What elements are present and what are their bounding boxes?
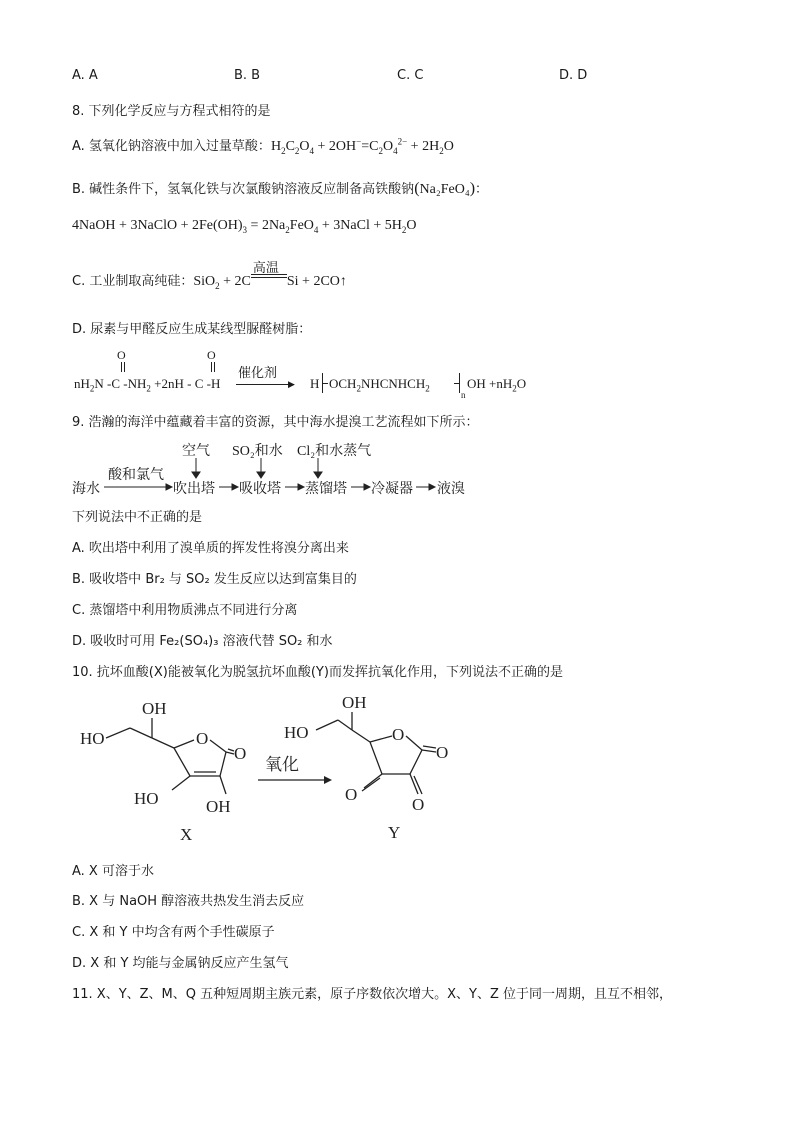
q9-option-a: A. 吹出塔中利用了溴单质的挥发性将溴分离出来	[72, 541, 349, 556]
label-y: Y	[388, 823, 401, 842]
svg-text:HO: HO	[80, 729, 105, 748]
q10-option-c: C. X 和 Y 中均含有两个手性碳原子	[72, 925, 275, 940]
q8-option-c-text: C. 工业制取高纯硅：	[72, 274, 194, 289]
q10-option-a: A. X 可溶于水	[72, 864, 154, 879]
q10-option-b: B. X 与 NaOH 醇溶液共热发生消去反应	[72, 894, 305, 909]
q8-option-c: C. 工业制取高纯硅：SiO$_2$ + 2C 高温 Si + 2CO↑	[72, 270, 347, 291]
oxidation-label: 氧化	[265, 755, 299, 774]
flow-condenser: 冷凝器	[371, 481, 413, 497]
q8-option-b-equation: 4NaOH + 3NaClO + $2Fe(OH)_3 = 2Na_2FeO_4$ + 3NaCl + $5H_2O$	[72, 218, 417, 235]
svg-text:HO: HO	[284, 723, 309, 742]
flow-so2-water: SO₂和水	[232, 444, 283, 459]
q8-option-b-text: B. 碱性条件下，氢氧化铁与次氯酸钠溶液反应制备高铁酸钠	[72, 182, 415, 197]
q9-question: 下列说法中不正确的是	[72, 510, 203, 525]
svg-text:O: O	[412, 795, 425, 814]
svg-text:O: O	[196, 729, 209, 748]
q10-option-d: D. X 和 Y 均能与金属钠反应产生氢气	[72, 956, 289, 971]
molecule-x	[106, 718, 234, 794]
flow-air: 空气	[182, 443, 210, 459]
svg-text:O: O	[436, 743, 449, 762]
molecule-y	[316, 712, 436, 794]
svg-text:HO: HO	[134, 789, 159, 808]
label-x: X	[180, 825, 193, 844]
q7-option-d: D. D	[559, 68, 588, 83]
oxidation-arrow	[258, 776, 332, 784]
flow-absorb-tower: 吸收塔	[239, 481, 281, 497]
flow-blow-tower: 吹出塔	[173, 481, 215, 497]
svg-text:O: O	[345, 785, 358, 804]
flow-liquid-bromine: 液溴	[437, 481, 465, 497]
flow-arrows	[0, 0, 794, 520]
q7-option-a: A. A	[72, 68, 98, 83]
flow-cl2-steam: Cl₂和水蒸气	[297, 444, 372, 459]
q8-option-c-condition: 高温	[252, 261, 279, 276]
svg-text:OH: OH	[206, 797, 231, 816]
q8-option-d: D. 尿素与甲醛反应生成某线型脲醛树脂：	[72, 322, 312, 337]
q11-stem: 11. X、Y、Z、M、Q 五种短周期主族元素，原子序数依次增大。X、Y、Z 位于同一周期，且互不相邻，	[72, 987, 673, 1002]
flow-acid-chlorine: 酸和氯气	[108, 467, 164, 483]
q8-option-d-catalyst: 催化剂	[238, 366, 278, 381]
svg-text:OH: OH	[342, 693, 367, 712]
q8-option-b: B. 碱性条件下，氢氧化铁与次氯酸钠溶液反应制备高铁酸钠(Na₂FeO₄)：	[72, 180, 489, 197]
flow-distill-tower: 蒸馏塔	[305, 481, 347, 497]
ascorbic-acid-oxidation-scheme	[60, 690, 500, 850]
q8-option-b-formula: Na₂FeO₄	[419, 182, 470, 197]
q10-stem: 10. 抗坏血酸(X)能被氧化为脱氢抗坏血酸(Y)而发挥抗氧化作用，下列说法不正确的是	[72, 665, 563, 680]
svg-text:O: O	[234, 744, 247, 763]
q7-option-b: B. B	[234, 68, 261, 83]
q9-option-c: C. 蒸馏塔中利用物质沸点不同进行分离	[72, 603, 298, 618]
svg-text:OH: OH	[142, 699, 167, 718]
q9-stem: 9. 浩瀚的海洋中蕴藏着丰富的资源，其中海水提溴工艺流程如下所示：	[72, 415, 479, 430]
flow-seawater: 海水	[72, 481, 100, 497]
q8-option-a-equation: $H_2C_2O_4 + 2OH^-=C_2O_4^{2-} + 2H_2O$	[270, 136, 454, 156]
q7-option-c: C. C	[397, 68, 424, 83]
svg-text:O: O	[392, 725, 405, 744]
q9-option-b: B. 吸收塔中 Br₂ 与 SO₂ 发生反应以达到富集目的	[72, 572, 357, 587]
q9-option-d: D. 吸收时可用 Fe₂(SO₄)₃ 溶液代替 SO₂ 和水	[72, 634, 333, 649]
q8-stem: 8. 下列化学反应与方程式相符的是	[72, 104, 271, 119]
q8-option-a-text: A. 氢氧化钠溶液中加入过量草酸：	[72, 139, 271, 154]
